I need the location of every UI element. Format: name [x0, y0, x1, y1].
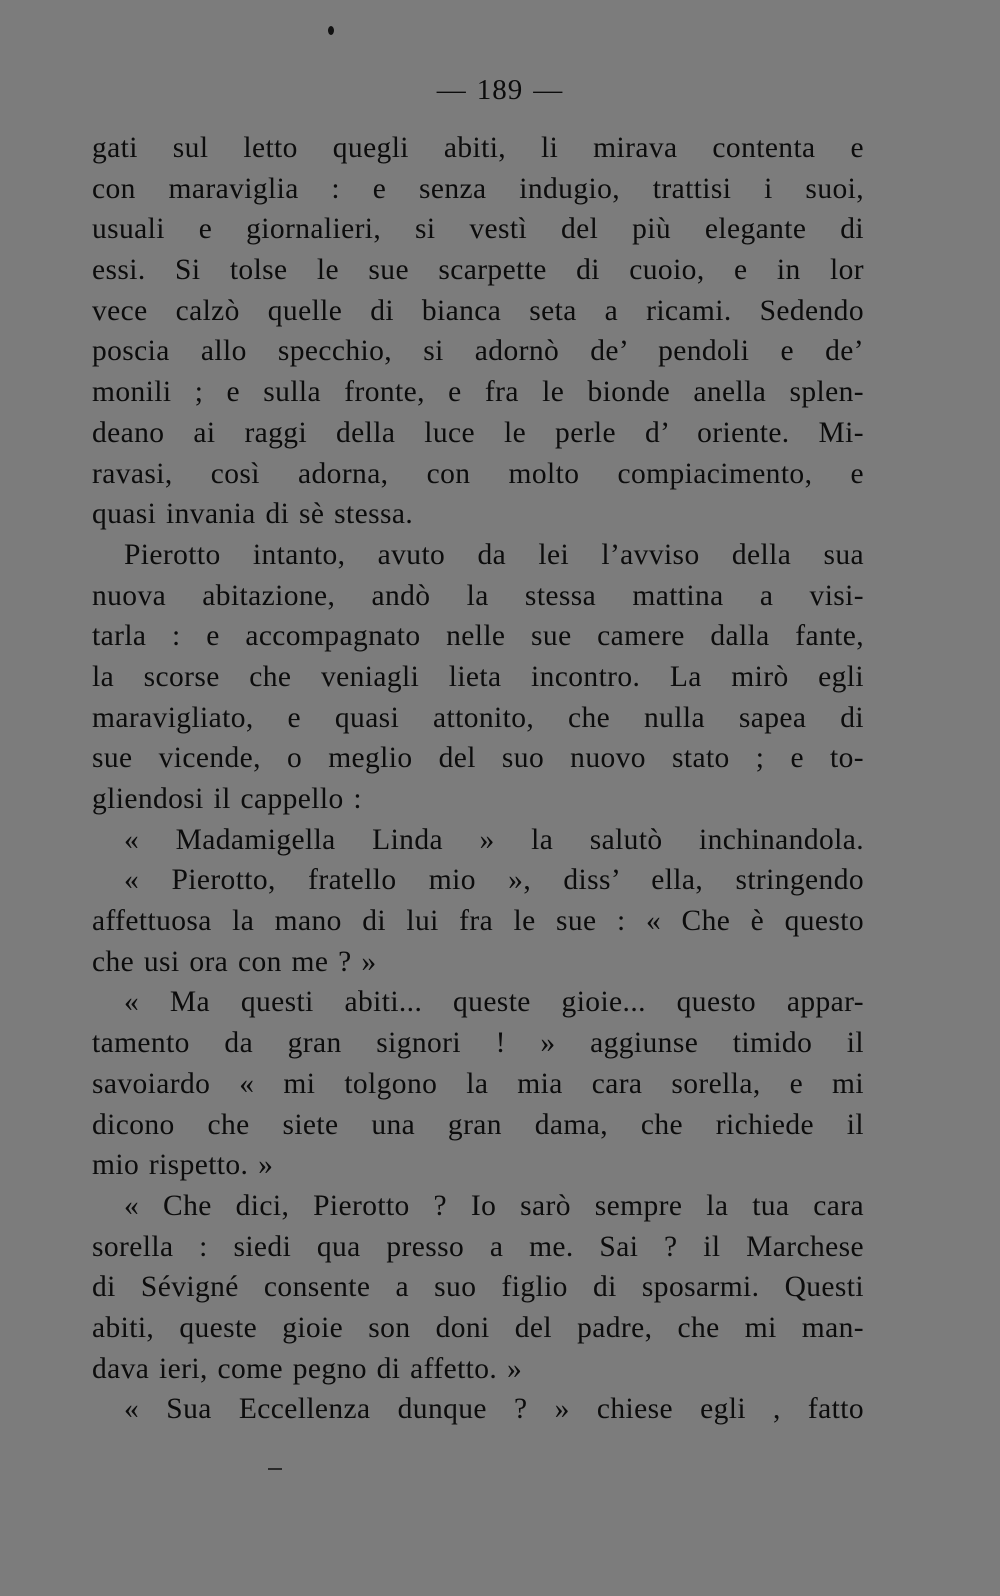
body-text: [92, 128, 864, 1430]
text-line: dicono che siete una gran dama, che richiede il: [92, 1108, 864, 1141]
text-line: « Pierotto, fratello mio », diss’ ella, stringendo: [124, 864, 864, 897]
text-line: usuali e giornalieri, si vestì del più elegante di: [92, 213, 864, 246]
page-number: 189: [476, 74, 524, 106]
text-line: nuova abitazione, andò la stessa mattina a visi-: [92, 579, 864, 612]
text-line: la scorse che veniagli lieta incontro. La mirò egli: [92, 660, 864, 693]
text-line: vece calzò quelle di bianca seta a ricami. Sedendo: [92, 294, 864, 327]
text-line: poscia allo specchio, si adornò de’ pendoli e de’: [92, 335, 864, 368]
text-line: ravasi, così adorna, con molto compiacimento, e: [92, 457, 864, 490]
text-line: mio rispetto. »: [92, 1149, 274, 1182]
page-number-header: [0, 74, 1000, 107]
ink-speck: [328, 26, 334, 35]
text-line: gati sul letto quegli abiti, li mirava contenta e: [92, 132, 864, 164]
text-line: « Madamigella Linda » la salutò inchinandola.: [124, 823, 864, 856]
text-line: quasi invania di sè stessa.: [92, 498, 414, 531]
text-line: essi. Si tolse le sue scarpette di cuoio, e in lor: [92, 254, 864, 287]
text-line: tamento da gran signori ! » aggiunse timido il: [92, 1027, 864, 1060]
text-line: maravigliato, e quasi attonito, che nulla sapea di: [92, 701, 864, 734]
text-line: « Che dici, Pierotto ? Io sarò sempre la tua cara: [124, 1189, 864, 1222]
text-line: tarla : e accompagnato nelle sue camere dalla fante,: [92, 620, 864, 653]
text-line: che usi ora con me ? »: [92, 945, 377, 978]
text-line: « Ma questi abiti... queste gioie... questo appar-: [124, 986, 864, 1019]
text-line: sorella : siedi qua presso a me. Sai ? il Marchese: [92, 1230, 864, 1263]
text-line: monili ; e sulla fronte, e fra le bionde anella splen-: [92, 376, 864, 409]
text-line: dava ieri, come pegno di affetto. »: [92, 1352, 523, 1385]
text-line: affettuosa la mano di lui fra le sue : « Che è questo: [92, 905, 864, 938]
text-line: di Sévigné consente a suo figlio di sposarmi. Questi: [92, 1271, 864, 1304]
stray-mark: [268, 1468, 282, 1470]
text-line: sue vicende, o meglio del suo nuovo stato ; e to-: [92, 742, 864, 775]
text-line: savoiardo « mi tolgono la mia cara sorella, e mi: [92, 1067, 864, 1100]
text-line: « Sua Eccellenza dunque ? » chiese egli , fatto: [124, 1393, 864, 1426]
text-line: abiti, queste gioie son doni del padre, che mi man-: [92, 1311, 864, 1344]
text-line: Pierotto intanto, avuto da lei l’avviso della sua: [124, 538, 864, 571]
header-dash-left: —: [436, 74, 467, 106]
text-line: deano ai raggi della luce le perle d’ oriente. Mi-: [92, 416, 864, 449]
header-dash-right: —: [533, 74, 564, 106]
text-line: gliendosi il cappello :: [92, 783, 362, 815]
text-line: con maraviglia : e senza indugio, trattisi i suoi,: [92, 172, 864, 205]
